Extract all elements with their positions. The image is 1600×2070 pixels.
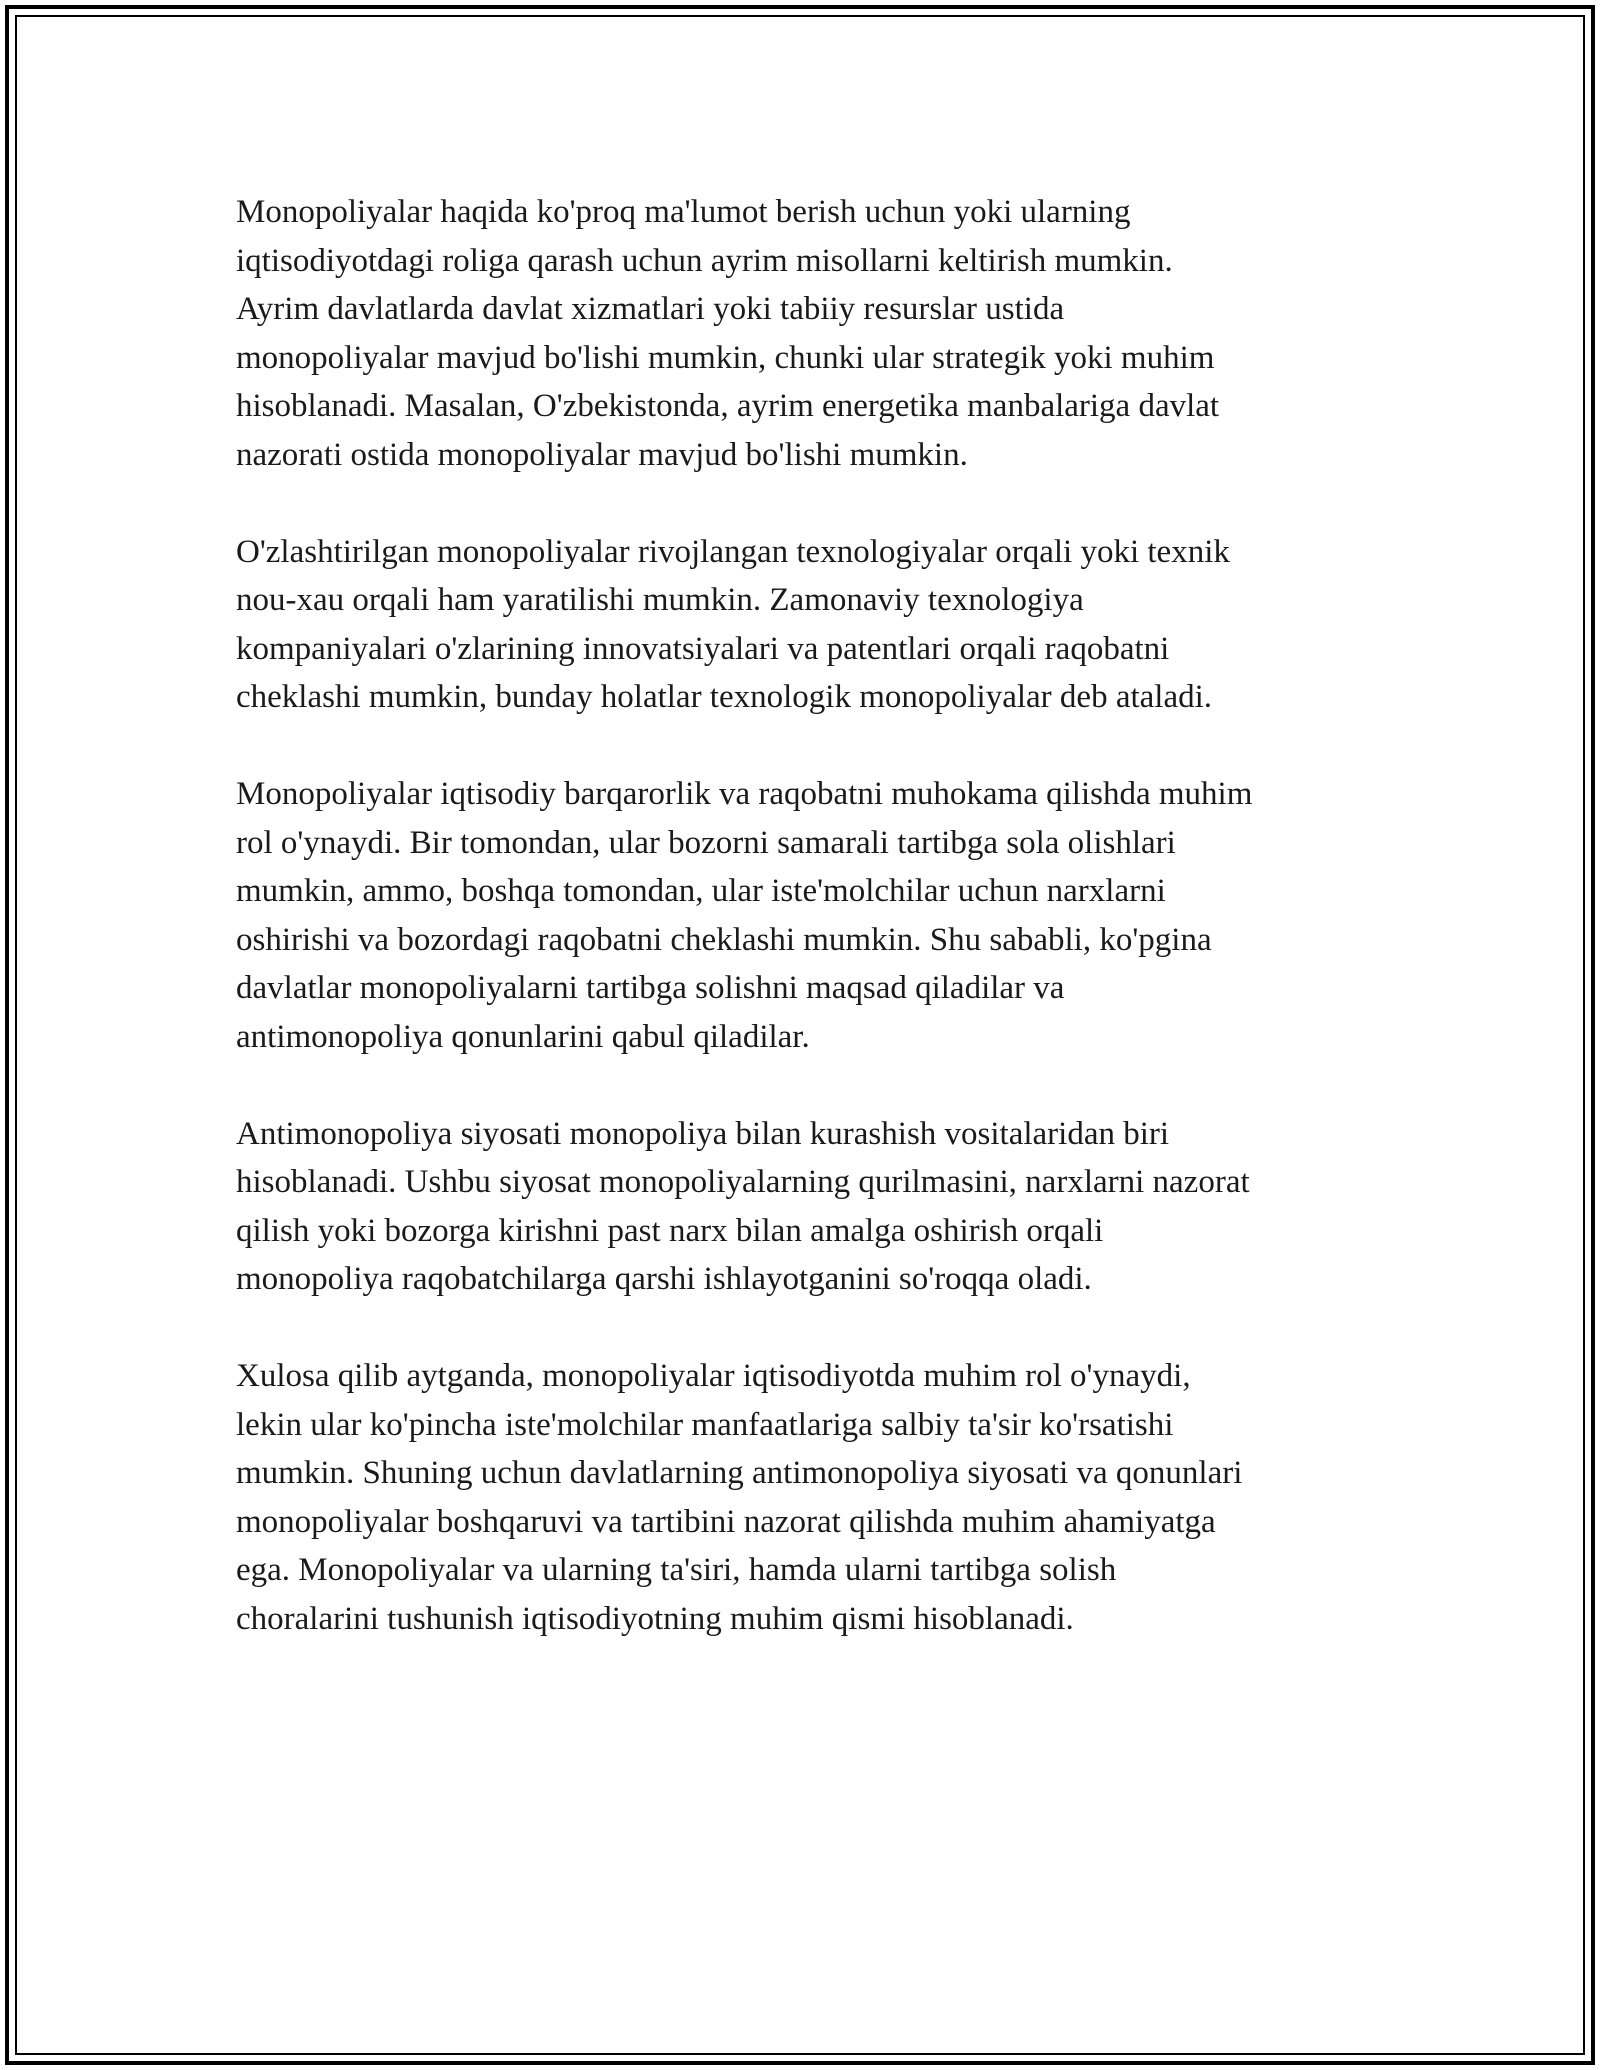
text-line: cheklashi mumkin, bunday holatlar texnologik monopoliyalar deb ataladi.: [236, 679, 1213, 715]
text-line: Ayrim davlatlarda davlat xizmatlari yoki tabiiy resurslar ustida: [236, 291, 1065, 327]
text-line: antimonopoliya qonunlarini qabul qiladilar.: [236, 1018, 810, 1055]
text-line: rol o'ynaydi. Bir tomondan, ular bozorni samarali tartibga sola olishlari: [236, 824, 1176, 861]
text-line: monopoliya raqobatchilarga qarshi ishlayotganini so'roqqa oladi.: [236, 1261, 1092, 1297]
text-line: hisoblanadi. Ushbu siyosat monopoliyalarning qurilmasini, narxlarni nazorat: [236, 1164, 1250, 1200]
paragraph-3: [236, 770, 1386, 1061]
text-line: mumkin. Shuning uchun davlatlarning antimonopoliya siyosati va qonunlari: [236, 1455, 1243, 1491]
paragraph-2: [236, 528, 1386, 722]
text-line: kompaniyalari o'zlarining innovatsiyalari va patentlari orqali raqobatni: [236, 630, 1170, 667]
text-line: qilish yoki bozorga kirishni past narx bilan amalga oshirish orqali: [236, 1212, 1104, 1249]
text-line: choralarini tushunish iqtisodiyotning muhim qismi hisoblanadi.: [236, 1600, 1074, 1637]
paragraph-5: [236, 1352, 1386, 1643]
text-line: Antimonopoliya siyosati monopoliya bilan kurashish vositalaridan biri: [236, 1115, 1170, 1152]
text-line: nou-xau orqali ham yaratilishi mumkin. Zamonaviy texnologiya: [236, 582, 1084, 618]
text-line: davlatlar monopoliyalarni tartibga solishni maqsad qiladilar va: [236, 970, 1065, 1006]
text-line: lekin ular ko'pincha iste'molchilar manfaatlariga salbiy ta'sir ko'rsatishi: [236, 1406, 1174, 1443]
text-line: iqtisodiyotdagi roliga qarash uchun ayrim misollarni keltirish mumkin.: [236, 242, 1173, 279]
text-line: monopoliyalar boshqaruvi va tartibini nazorat qilishda muhim ahamiyatga: [236, 1503, 1216, 1540]
text-line: Monopoliyalar iqtisodiy barqarorlik va raqobatni muhokama qilishda muhim: [236, 776, 1253, 812]
text-line: mumkin, ammo, boshqa tomondan, ular iste'molchilar uchun narxlarni: [236, 873, 1166, 909]
text-line: oshirishi va bozordagi raqobatni cheklashi mumkin. Shu sababli, ko'pgina: [236, 921, 1212, 958]
text-line: ega. Monopoliyalar va ularning ta'siri, hamda ularni tartibga solish: [236, 1552, 1117, 1588]
document-body: [236, 188, 1386, 1692]
text-line: hisoblanadi. Masalan, O'zbekistonda, ayrim energetika manbalariga davlat: [236, 388, 1220, 424]
text-line: Monopoliyalar haqida ko'proq ma'lumot berish uchun yoki ularning: [236, 194, 1131, 230]
text-line: nazorati ostida monopoliyalar mavjud bo'lishi mumkin.: [236, 436, 968, 473]
text-line: monopoliyalar mavjud bo'lishi mumkin, chunki ular strategik yoki muhim: [236, 339, 1215, 376]
paragraph-1: [236, 188, 1386, 479]
text-line: Xulosa qilib aytganda, monopoliyalar iqtisodiyotda muhim rol o'ynaydi,: [236, 1358, 1191, 1394]
text-line: O'zlashtirilgan monopoliyalar rivojlangan texnologiyalar orqali yoki texnik: [236, 533, 1230, 570]
paragraph-4: [236, 1110, 1386, 1304]
